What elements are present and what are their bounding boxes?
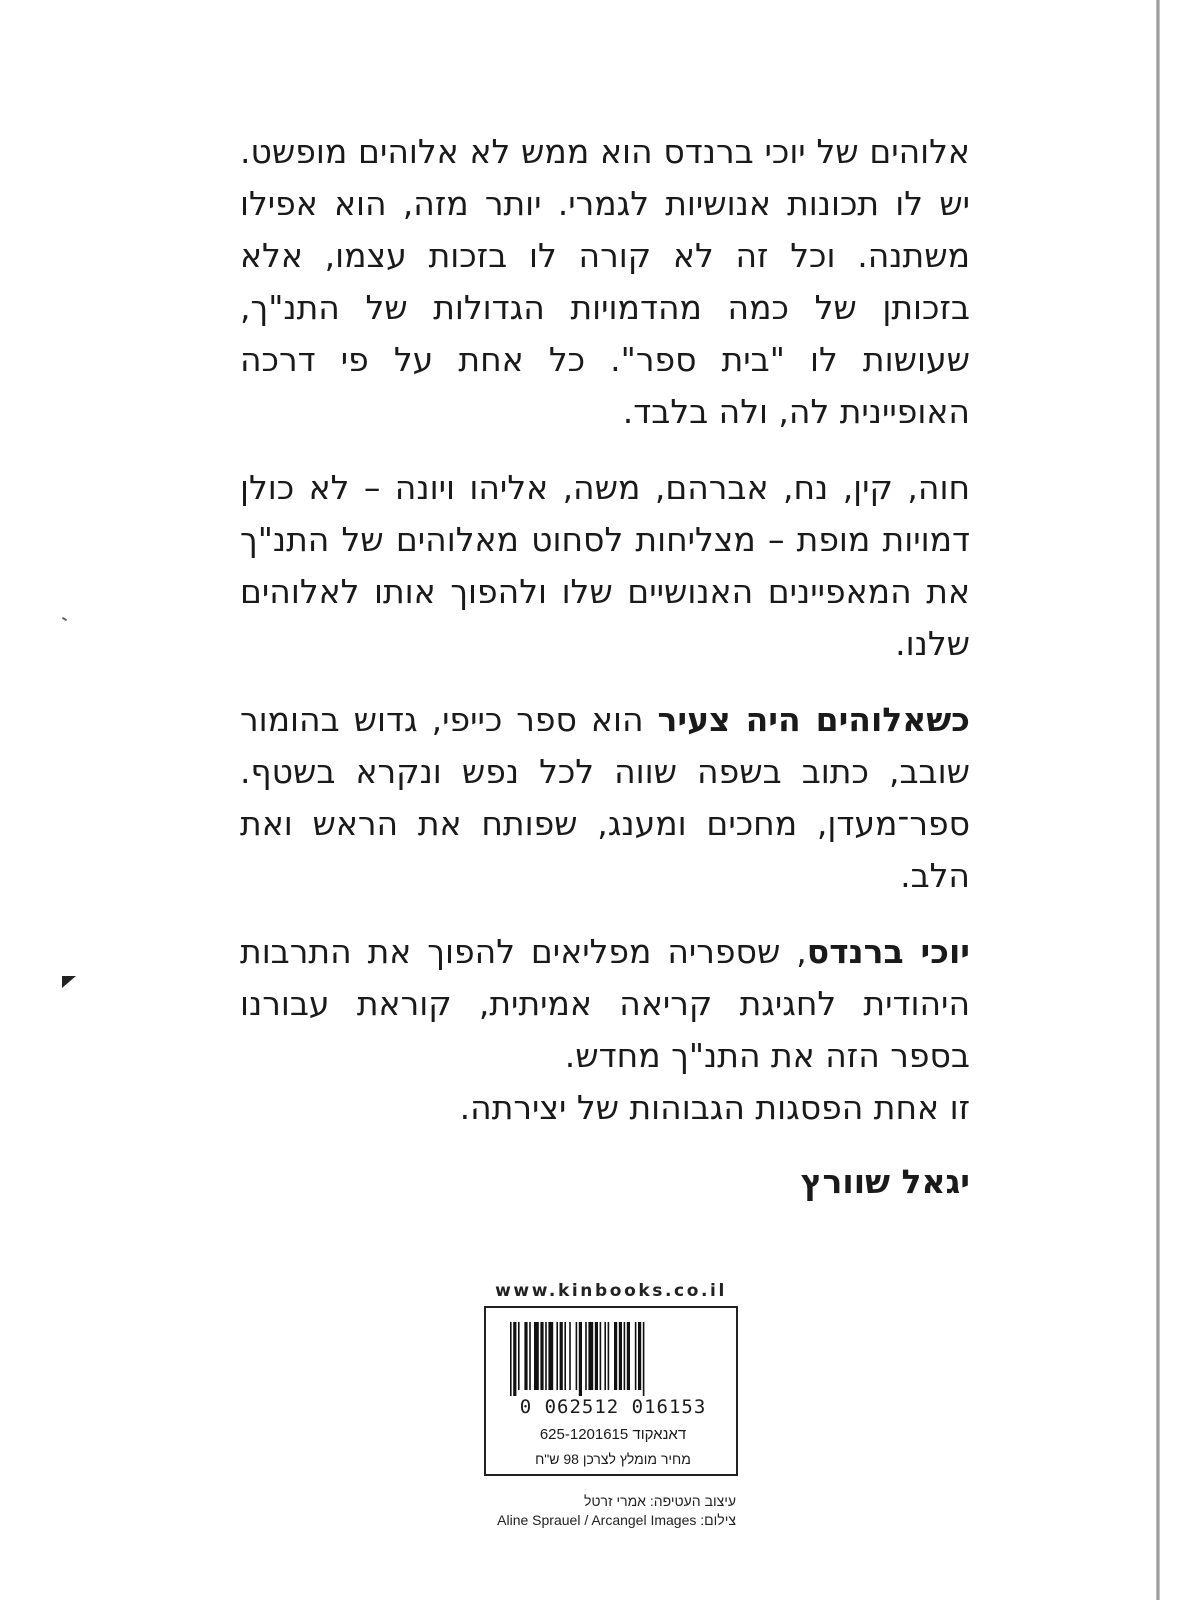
cover-credits [430,1492,736,1530]
barcode-bar [510,1322,512,1396]
blurb-paragraph-3-text: הוא ספר כייפי, גדוש בהומור שובב, כתוב בשפה שווה לכל נפש ונקרא בשטף. ספר־מעדן, מחכים ומענג, שפותח את הראש ואת הלב. [240,700,970,895]
author-name: יוכי ברנדס [806,932,970,971]
barcode-bar [627,1322,630,1390]
barcode-bar [600,1322,602,1390]
barcode-bar [619,1322,622,1390]
barcode-box [484,1306,738,1476]
publisher-website: www.kinbooks.co.il [495,1281,727,1301]
barcode-bar [540,1322,543,1390]
scan-mark [62,617,67,621]
photo-credit-name: Aline Sprauel / Arcangel Images [497,1512,697,1528]
photo-credit-line [430,1511,736,1530]
barcode-bar [564,1322,566,1390]
barcode-bar [624,1322,626,1390]
barcode-bar [579,1322,582,1396]
barcode-bar [529,1322,531,1390]
barcode-bar [556,1322,558,1390]
danacode-line: דאנאקוד 625-1201615 [539,1426,687,1443]
barcode-bar [534,1322,539,1390]
barcode-bar [608,1322,610,1390]
barcode-bar [643,1322,645,1396]
blurb-paragraph-4 [240,926,970,1082]
barcode-bar [585,1322,587,1390]
barcode-bar [560,1322,563,1390]
blurb-paragraph-3 [240,694,970,902]
barcode-bar [545,1322,547,1390]
reviewer-signature: יגאל שוורץ [800,1162,970,1201]
barcode-bar [548,1322,553,1390]
barcode-bar [518,1322,520,1390]
barcode-bar [638,1322,641,1390]
blurb-paragraph-1: אלוהים של יוכי ברנדס הוא ממש לא אלוהים מופשט. יש לו תכונות אנושיות לגמרי. יותר מזה, הוא אפילו משתנה. וכל זה לא קורה לו בזכות עצמו, אלא בזכותן של כמה מהדמויות הגדולות של התנ"ך, שעושות לו "בית ספר". כל אחת על פי דרכה האופיינית לה, ולה בלבד. [240,132,970,431]
book-title: כשאלוהים היה צעיר [657,700,970,739]
barcode-bar [588,1322,593,1390]
barcode-bar [604,1322,606,1390]
barcode-bar [513,1322,516,1396]
cover-design-credit: עיצוב העטיפה: אמרי זרטל [584,1493,736,1509]
barcode-bar [569,1322,571,1390]
barcode-icon [510,1322,716,1396]
barcode-bar [614,1322,617,1390]
price-line: מחיר מומלץ לצרכן 98 ש"ח [535,1451,691,1467]
blurb-paragraph-4-text: , שספריה מפליאים להפוך את התרבות היהודית לחגיגת קריאה אמיתית, קוראת עבורנו בספר הזה את התנ"ך מחדש. [240,932,970,1075]
corner-marker-icon [62,976,76,988]
barcode-bar [635,1322,637,1390]
book-spine-edge [1156,0,1160,1600]
barcode-bar [595,1322,598,1390]
barcode-bar [524,1322,527,1390]
blurb-closing-line: זו אחת הפסגות הגבוהות של יצירתה. [459,1088,970,1127]
barcode-digits: 0 062512 016153 [519,1396,707,1418]
photo-credit-label: צילום: [700,1512,736,1528]
barcode-bar [576,1322,578,1390]
blurb-paragraph-2: חוה, קין, נח, אברהם, משה, אליהו ויונה – לא כולן דמויות מופת – מצליחות לסחוט מאלוהים של התנ"ך את המאפיינים האנושיים שלו ולהפוך אותו לאלוהים שלנו. [240,468,970,663]
back-cover-blurb [240,126,970,1208]
